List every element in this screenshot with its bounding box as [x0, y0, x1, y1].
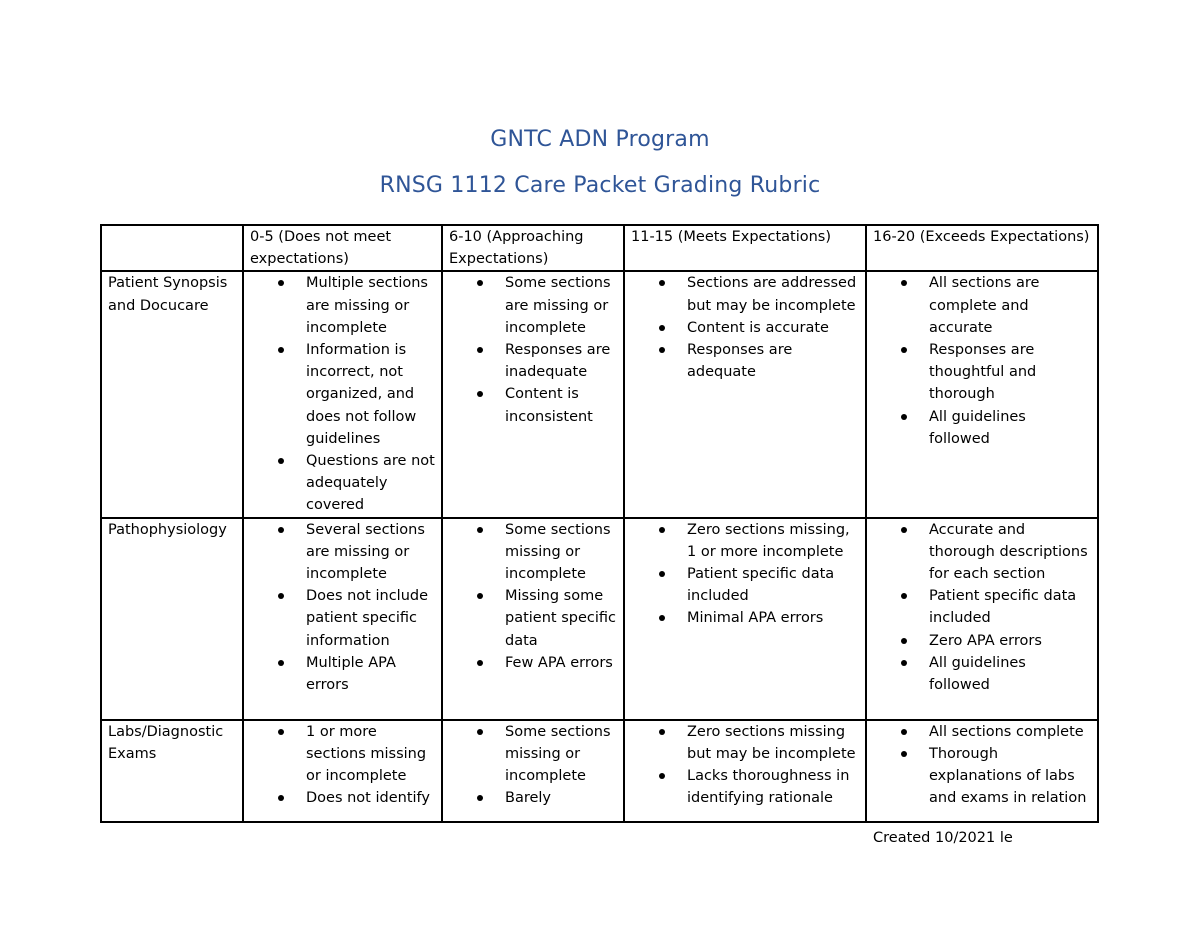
list-item: All guidelines followed [873, 406, 1091, 450]
list-item: Sections are addressed but may be incomplete [631, 272, 859, 316]
header-cell-criterion [101, 225, 243, 271]
list-item: All sections are complete and accurate [873, 272, 1091, 339]
list-item: Some sections missing or incomplete [449, 519, 617, 586]
criterion-label: Pathophysiology [101, 518, 243, 720]
rubric-cell [442, 271, 624, 517]
criterion-label: Patient Synopsis and Docucare [101, 271, 243, 517]
rubric-cell [624, 720, 866, 822]
list-item: All sections complete [873, 721, 1091, 743]
header-cell-0-5: 0-5 (Does not meet expectations) [243, 225, 442, 271]
list-item: Barely [449, 787, 617, 809]
list-item: Does not include patient specific information [250, 585, 435, 652]
rubric-cell [442, 518, 624, 720]
rubric-cell [866, 271, 1098, 517]
list-item: Zero sections missing but may be incomplete [631, 721, 859, 765]
list-item: Information is incorrect, not organized, and does not follow guidelines [250, 339, 435, 450]
list-item: Minimal APA errors [631, 607, 859, 629]
table-row [101, 271, 1098, 517]
rubric-title: RNSG 1112 Care Packet Grading Rubric [379, 173, 821, 198]
list-item: Lacks thoroughness in identifying rationale [631, 765, 859, 809]
list-item: Several sections are missing or incomplete [250, 519, 435, 586]
created-footer: Created 10/2021 le [873, 830, 1013, 846]
list-item: Content is inconsistent [449, 383, 617, 427]
header-cell-11-15: 11-15 (Meets Expectations) [624, 225, 866, 271]
rubric-cell [243, 720, 442, 822]
list-item: Accurate and thorough descriptions for each section [873, 519, 1091, 586]
list-item: Responses are adequate [631, 339, 859, 383]
list-item: Responses are inadequate [449, 339, 617, 383]
list-item: Missing some patient specific data [449, 585, 617, 652]
list-item: Multiple APA errors [250, 652, 435, 696]
grading-rubric-table [100, 224, 1099, 823]
list-item: Does not identify [250, 787, 435, 809]
list-item: Few APA errors [449, 652, 617, 674]
table-row [101, 720, 1098, 822]
rubric-cell [243, 518, 442, 720]
table-row [101, 518, 1098, 720]
criterion-label: Labs/Diagnostic Exams [101, 720, 243, 822]
rubric-cell [866, 720, 1098, 822]
rubric-cell [624, 271, 866, 517]
list-item: Some sections are missing or incomplete [449, 272, 617, 339]
rubric-cell [866, 518, 1098, 720]
header-cell-6-10: 6-10 (Approaching Expectations) [442, 225, 624, 271]
list-item: Responses are thoughtful and thorough [873, 339, 1091, 406]
rubric-cell [243, 271, 442, 517]
list-item: All guidelines followed [873, 652, 1091, 696]
list-item: Patient specific data included [873, 585, 1091, 629]
rubric-cell [624, 518, 866, 720]
list-item: Content is accurate [631, 317, 859, 339]
list-item: 1 or more sections missing or incomplete [250, 721, 435, 788]
list-item: Multiple sections are missing or incomplete [250, 272, 435, 339]
list-item: Some sections missing or incomplete [449, 721, 617, 788]
list-item: Questions are not adequately covered [250, 450, 435, 517]
list-item: Zero APA errors [873, 630, 1091, 652]
list-item: Patient specific data included [631, 563, 859, 607]
document-title: GNTC ADN Program [490, 127, 710, 152]
list-item: Thorough explanations of labs and exams in relation [873, 743, 1091, 810]
list-item: Zero sections missing, 1 or more incomplete [631, 519, 859, 563]
rubric-cell [442, 720, 624, 822]
header-row [101, 225, 1098, 271]
header-cell-16-20: 16-20 (Exceeds Expectations) [866, 225, 1098, 271]
